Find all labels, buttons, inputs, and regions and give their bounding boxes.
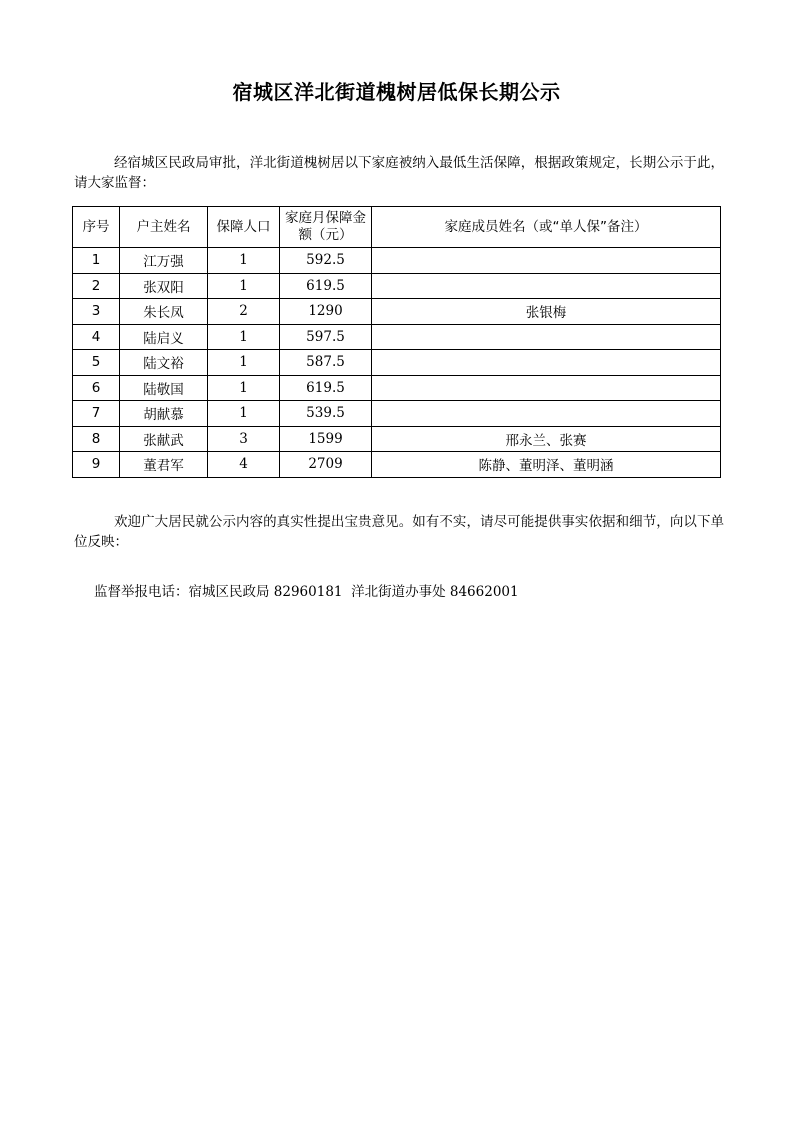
cell-monthly-amount: 592.5: [280, 248, 372, 274]
cell-monthly-amount: 619.5: [280, 273, 372, 299]
cell-index: 9: [73, 452, 120, 478]
cell-household-head: 陆文裕: [120, 350, 208, 376]
cell-index: 2: [73, 273, 120, 299]
cell-family-members: [372, 350, 721, 376]
cell-covered-count: 1: [208, 401, 280, 427]
cell-household-head: 张献武: [120, 426, 208, 452]
cell-household-head: 江万强: [120, 248, 208, 274]
closing-paragraph: 欢迎广大居民就公示内容的真实性提出宝贵意见。如有不实，请尽可能提供事实依据和细节，向以下单位反映：: [74, 514, 724, 550]
cell-household-head: 陆启义: [120, 324, 208, 350]
cell-monthly-amount: 1599: [280, 426, 372, 452]
cell-monthly-amount: 587.5: [280, 350, 372, 376]
table-body: [73, 248, 721, 478]
table-header-row: [73, 207, 721, 248]
cell-covered-count: 1: [208, 350, 280, 376]
table-row: [73, 375, 721, 401]
cell-family-members: 陈静、董明泽、董明涵: [372, 452, 721, 478]
cell-monthly-amount: 619.5: [280, 375, 372, 401]
table-row: [73, 299, 721, 325]
cell-covered-count: 1: [208, 273, 280, 299]
cell-household-head: 胡献慕: [120, 401, 208, 427]
cell-index: 5: [73, 350, 120, 376]
intro-paragraph: 经宿城区民政局审批，洋北街道槐树居以下家庭被纳入最低生活保障，根据政策规定，长期公示于此，请大家监督：: [74, 155, 724, 191]
contact-line: 监督举报电话：宿城区民政局 82960181 洋北街道办事处 84662001: [94, 584, 519, 600]
cell-covered-count: 1: [208, 375, 280, 401]
cell-index: 7: [73, 401, 120, 427]
cell-family-members: [372, 248, 721, 274]
header-monthly-amount: 家庭月保障金额（元）: [280, 207, 372, 248]
cell-family-members: [372, 273, 721, 299]
table-row: [73, 273, 721, 299]
cell-monthly-amount: 1290: [280, 299, 372, 325]
header-covered-count: 保障人口: [208, 207, 280, 248]
cell-covered-count: 2: [208, 299, 280, 325]
cell-household-head: 张双阳: [120, 273, 208, 299]
cell-family-members: [372, 375, 721, 401]
table-row: [73, 426, 721, 452]
cell-household-head: 陆敬国: [120, 375, 208, 401]
cell-household-head: 董君军: [120, 452, 208, 478]
cell-index: 4: [73, 324, 120, 350]
header-index: 序号: [73, 207, 120, 248]
table-row: [73, 324, 721, 350]
cell-monthly-amount: 539.5: [280, 401, 372, 427]
table-row: [73, 248, 721, 274]
cell-monthly-amount: 2709: [280, 452, 372, 478]
cell-index: 6: [73, 375, 120, 401]
cell-covered-count: 1: [208, 324, 280, 350]
cell-family-members: 邢永兰、张赛: [372, 426, 721, 452]
cell-family-members: [372, 401, 721, 427]
recipient-table: [72, 206, 721, 478]
cell-covered-count: 3: [208, 426, 280, 452]
cell-family-members: [372, 324, 721, 350]
table-row: [73, 350, 721, 376]
table-row: [73, 401, 721, 427]
cell-index: 1: [73, 248, 120, 274]
header-family-members: 家庭成员姓名（或“单人保”备注）: [372, 207, 721, 248]
cell-covered-count: 1: [208, 248, 280, 274]
cell-covered-count: 4: [208, 452, 280, 478]
cell-household-head: 朱长凤: [120, 299, 208, 325]
header-household-head: 户主姓名: [120, 207, 208, 248]
cell-monthly-amount: 597.5: [280, 324, 372, 350]
cell-index: 8: [73, 426, 120, 452]
page-title: 宿城区洋北街道槐树居低保长期公示: [232, 80, 561, 104]
cell-family-members: 张银梅: [372, 299, 721, 325]
table-row: [73, 452, 721, 478]
cell-index: 3: [73, 299, 120, 325]
